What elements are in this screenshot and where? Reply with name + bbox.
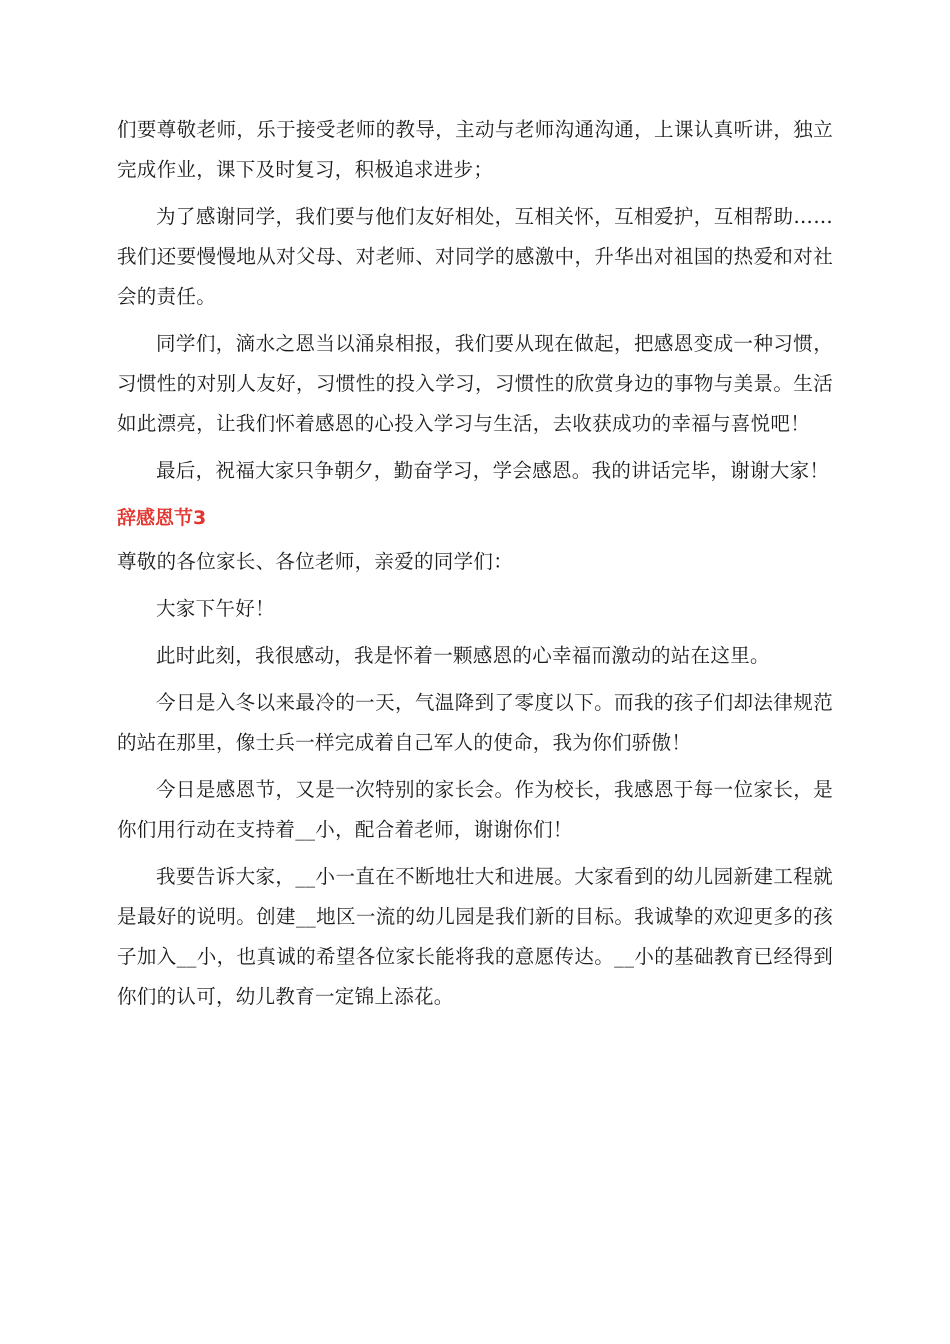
body-paragraph: 此时此刻，我很感动，我是怀着一颗感恩的心幸福而激动的站在这里。 — [156, 644, 770, 667]
body-paragraph: 今日是入冬以来最冷的一天，气温降到了零度以下。而我的孩子们却法律规范的站在那里，像士兵一样完成着自己军人的使命，我为你们骄傲！ — [117, 691, 833, 754]
body-paragraph: 今日是感恩节，又是一次特别的家长会。作为校长，我感恩于每一位家长，是你们用行动在支持着__小，配合着老师，谢谢你们！ — [117, 778, 833, 841]
salutation: 尊敬的各位家长、各位老师，亲爱的同学们： — [117, 550, 514, 573]
body-paragraph: 大家下午好！ — [156, 597, 275, 620]
body-paragraph: 为了感谢同学，我们要与他们友好相处，互相关怀，互相爱护，互相帮助……我们还要慢慢地从对父母、对老师、对同学的感激中，升华出对祖国的热爱和对社会的责任。 — [117, 205, 833, 308]
body-paragraph: 们要尊敬老师，乐于接受老师的教导，主动与老师沟通沟通，上课认真听讲，独立完成作业，课下及时复习，积极追求进步； — [117, 118, 833, 181]
body-paragraph: 最后，祝福大家只争朝夕，勤奋学习，学会感恩。我的讲话完毕，谢谢大家！ — [156, 459, 830, 482]
document-page — [117, 110, 833, 1024]
section-heading: 辞感恩节3 — [117, 507, 207, 529]
body-paragraph: 同学们，滴水之恩当以涌泉相报，我们要从现在做起，把感恩变成一种习惯，习惯性的对别人友好，习惯性的投入学习，习惯性的欣赏身边的事物与美景。生活如此漂亮，让我们怀着感恩的心投入学习与生活，去收获成功的幸福与喜悦吧！ — [117, 332, 833, 435]
body-paragraph: 我要告诉大家，__小一直在不断地壮大和进展。大家看到的幼儿园新建工程就是最好的说明。创建__地区一流的幼儿园是我们新的目标。我诚挚的欢迎更多的孩子加入__小，也真诚的希望各位家长能将我的意愿传达。__小的基础教育已经得到你们的认可，幼儿教育一定锦上添花。 — [117, 865, 833, 1008]
